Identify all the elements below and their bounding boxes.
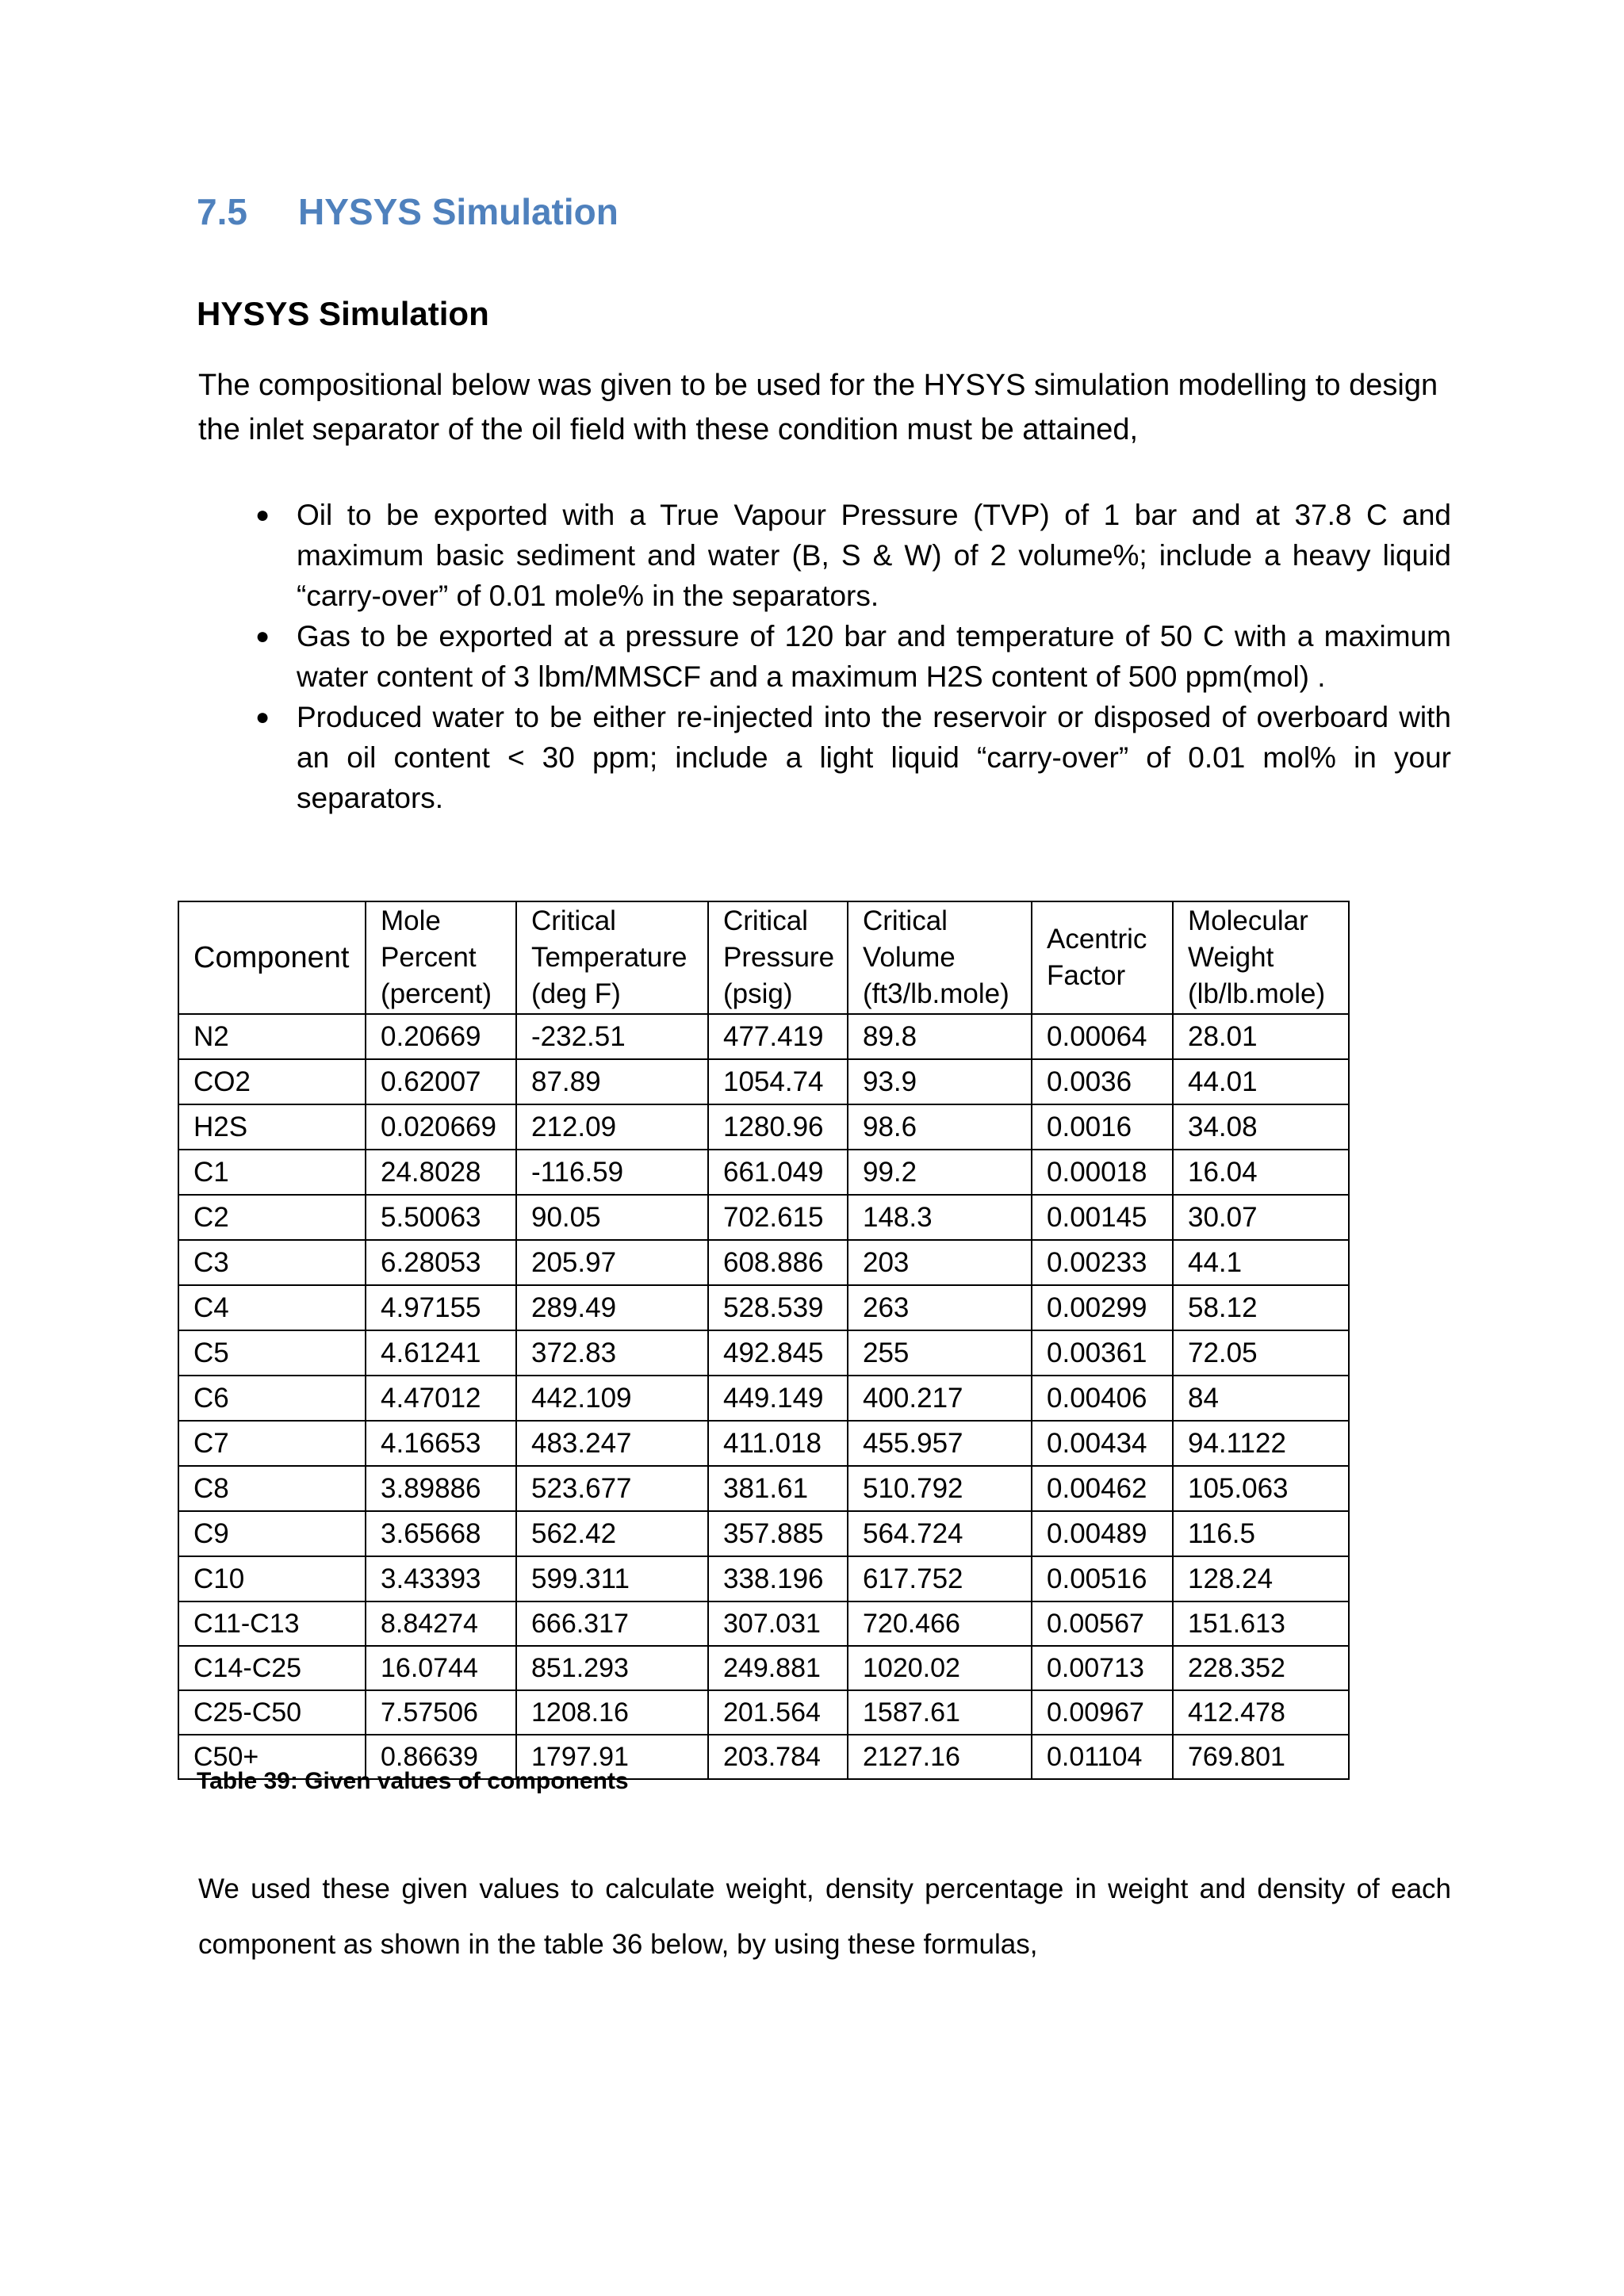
bullet-icon: ● — [255, 502, 270, 528]
value-cell: 0.01104 — [1032, 1735, 1173, 1779]
value-cell: 203 — [848, 1240, 1032, 1285]
value-cell: 84 — [1173, 1376, 1349, 1421]
col-header: Mole Percent (percent) — [366, 901, 516, 1014]
value-cell: 477.419 — [708, 1014, 848, 1059]
value-cell: 357.885 — [708, 1511, 848, 1556]
value-cell: 255 — [848, 1330, 1032, 1376]
value-cell: 412.478 — [1173, 1690, 1349, 1735]
requirement-oil: ● Oil to be exported with a True Vapour Pressure (TVP) of 1 bar and at 37.8 C and maximum basic sediment and water (B, S & W) of 2 volume%; include a heavy liquid “carry-over” of 0.01 mole% in the separators. — [297, 495, 1451, 616]
table-caption: Table 39: Given values of components — [197, 1768, 629, 1794]
table-row — [178, 1104, 1349, 1150]
value-cell: 0.00489 — [1032, 1511, 1173, 1556]
value-cell: 400.217 — [848, 1376, 1032, 1421]
value-cell: 599.311 — [516, 1556, 708, 1601]
col-header: Critical Volume (ft3/lb.mole) — [848, 901, 1032, 1014]
intro-paragraph: The compositional below was given to be used for the HYSYS simulation modelling to design the inlet separator of the oil field with these condition must be attained, — [198, 369, 1438, 446]
value-cell: 0.0016 — [1032, 1104, 1173, 1150]
value-cell: 93.9 — [848, 1059, 1032, 1104]
value-cell: 661.049 — [708, 1150, 848, 1195]
value-cell: 4.97155 — [366, 1285, 516, 1330]
value-cell: 492.845 — [708, 1330, 848, 1376]
component-cell: CO2 — [178, 1059, 366, 1104]
table-row — [178, 1240, 1349, 1285]
value-cell: 289.49 — [516, 1285, 708, 1330]
table-row — [178, 1421, 1349, 1466]
value-cell: 16.04 — [1173, 1150, 1349, 1195]
value-cell: 0.00516 — [1032, 1556, 1173, 1601]
value-cell: 90.05 — [516, 1195, 708, 1240]
value-cell: 94.1122 — [1173, 1421, 1349, 1466]
value-cell: 0.00462 — [1032, 1466, 1173, 1511]
table-row — [178, 1195, 1349, 1240]
table-body — [178, 1014, 1349, 1779]
table-row — [178, 1601, 1349, 1646]
value-cell: 0.00713 — [1032, 1646, 1173, 1690]
table-row — [178, 1014, 1349, 1059]
component-cell: C8 — [178, 1466, 366, 1511]
col-header: Critical Pressure (psig) — [708, 901, 848, 1014]
value-cell: 249.881 — [708, 1646, 848, 1690]
table-row — [178, 1646, 1349, 1690]
value-cell: 263 — [848, 1285, 1032, 1330]
component-cell: C7 — [178, 1421, 366, 1466]
value-cell: 0.86639 — [366, 1735, 516, 1779]
col-header: Critical Temperature (deg F) — [516, 901, 708, 1014]
value-cell: 0.00018 — [1032, 1150, 1173, 1195]
value-cell: 0.00361 — [1032, 1330, 1173, 1376]
value-cell: 8.84274 — [366, 1601, 516, 1646]
value-cell: 720.466 — [848, 1601, 1032, 1646]
value-cell: 608.886 — [708, 1240, 848, 1285]
component-cell: C5 — [178, 1330, 366, 1376]
col-header: Component — [178, 901, 366, 1014]
requirement-gas: ● Gas to be exported at a pressure of 120 bar and temperature of 50 C with a maximum water content of 3 lbm/MMSCF and a maximum H2S content of 500 ppm(mol) . — [297, 616, 1451, 697]
component-cell: C10 — [178, 1556, 366, 1601]
value-cell: 769.801 — [1173, 1735, 1349, 1779]
value-cell: 30.07 — [1173, 1195, 1349, 1240]
value-cell: 44.1 — [1173, 1240, 1349, 1285]
section-title: HYSYS Simulation — [298, 191, 619, 232]
value-cell: 442.109 — [516, 1376, 708, 1421]
value-cell: 128.24 — [1173, 1556, 1349, 1601]
value-cell: 228.352 — [1173, 1646, 1349, 1690]
value-cell: 203.784 — [708, 1735, 848, 1779]
table-row — [178, 1556, 1349, 1601]
table-row — [178, 1285, 1349, 1330]
value-cell: 7.57506 — [366, 1690, 516, 1735]
value-cell: 148.3 — [848, 1195, 1032, 1240]
value-cell: 0.00299 — [1032, 1285, 1173, 1330]
value-cell: 1054.74 — [708, 1059, 848, 1104]
value-cell: -232.51 — [516, 1014, 708, 1059]
component-cell: C50+ — [178, 1735, 366, 1779]
value-cell: 212.09 — [516, 1104, 708, 1150]
component-cell: N2 — [178, 1014, 366, 1059]
value-cell: 483.247 — [516, 1421, 708, 1466]
value-cell: 0.00567 — [1032, 1601, 1173, 1646]
value-cell: 372.83 — [516, 1330, 708, 1376]
value-cell: 0.62007 — [366, 1059, 516, 1104]
value-cell: 1208.16 — [516, 1690, 708, 1735]
component-cell: C3 — [178, 1240, 366, 1285]
table-row — [178, 1330, 1349, 1376]
table-row — [178, 1376, 1349, 1421]
value-cell: 1797.91 — [516, 1735, 708, 1779]
value-cell: 1280.96 — [708, 1104, 848, 1150]
component-cell: C25-C50 — [178, 1690, 366, 1735]
value-cell: 99.2 — [848, 1150, 1032, 1195]
table-row — [178, 1150, 1349, 1195]
value-cell: 89.8 — [848, 1014, 1032, 1059]
value-cell: 2127.16 — [848, 1735, 1032, 1779]
value-cell: 851.293 — [516, 1646, 708, 1690]
value-cell: 87.89 — [516, 1059, 708, 1104]
value-cell: 0.00967 — [1032, 1690, 1173, 1735]
bullet-icon: ● — [255, 623, 270, 649]
value-cell: 0.00406 — [1032, 1376, 1173, 1421]
sub-heading: HYSYS Simulation — [197, 295, 489, 332]
value-cell: 105.063 — [1173, 1466, 1349, 1511]
value-cell: -116.59 — [516, 1150, 708, 1195]
component-cell: C14-C25 — [178, 1646, 366, 1690]
table-row — [178, 1059, 1349, 1104]
value-cell: 411.018 — [708, 1421, 848, 1466]
component-cell: C9 — [178, 1511, 366, 1556]
value-cell: 3.43393 — [366, 1556, 516, 1601]
requirement-water: ● Produced water to be either re-injected into the reservoir or disposed of overboard with an oil content < 30 ppm; include a light liquid “carry-over” of 0.01 mol% in your separators. — [297, 697, 1451, 818]
value-cell: 510.792 — [848, 1466, 1032, 1511]
value-cell: 116.5 — [1173, 1511, 1349, 1556]
value-cell: 34.08 — [1173, 1104, 1349, 1150]
value-cell: 205.97 — [516, 1240, 708, 1285]
value-cell: 617.752 — [848, 1556, 1032, 1601]
value-cell: 0.00064 — [1032, 1014, 1173, 1059]
value-cell: 44.01 — [1173, 1059, 1349, 1104]
col-header: Acentric Factor — [1032, 901, 1173, 1014]
section-heading — [197, 190, 619, 233]
value-cell: 4.47012 — [366, 1376, 516, 1421]
component-cell: C2 — [178, 1195, 366, 1240]
value-cell: 151.613 — [1173, 1601, 1349, 1646]
requirements-list — [255, 495, 1451, 818]
outro-paragraph: We used these given values to calculate weight, density percentage in weight and density of each component as shown in the table 36 below, by using these formulas, — [198, 1873, 1451, 1960]
value-cell: 338.196 — [708, 1556, 848, 1601]
value-cell: 1020.02 — [848, 1646, 1032, 1690]
table-row — [178, 1690, 1349, 1735]
table-header-row — [178, 901, 1349, 1014]
value-cell: 4.16653 — [366, 1421, 516, 1466]
value-cell: 455.957 — [848, 1421, 1032, 1466]
table-row — [178, 1511, 1349, 1556]
value-cell: 564.724 — [848, 1511, 1032, 1556]
component-cell: C4 — [178, 1285, 366, 1330]
component-cell: C1 — [178, 1150, 366, 1195]
components-table — [178, 901, 1350, 1780]
value-cell: 6.28053 — [366, 1240, 516, 1285]
value-cell: 381.61 — [708, 1466, 848, 1511]
value-cell: 72.05 — [1173, 1330, 1349, 1376]
value-cell: 0.0036 — [1032, 1059, 1173, 1104]
value-cell: 523.677 — [516, 1466, 708, 1511]
value-cell: 528.539 — [708, 1285, 848, 1330]
value-cell: 4.61241 — [366, 1330, 516, 1376]
value-cell: 0.020669 — [366, 1104, 516, 1150]
value-cell: 201.564 — [708, 1690, 848, 1735]
value-cell: 16.0744 — [366, 1646, 516, 1690]
value-cell: 28.01 — [1173, 1014, 1349, 1059]
value-cell: 0.00145 — [1032, 1195, 1173, 1240]
value-cell: 5.50063 — [366, 1195, 516, 1240]
component-cell: C6 — [178, 1376, 366, 1421]
table-row — [178, 1466, 1349, 1511]
value-cell: 562.42 — [516, 1511, 708, 1556]
value-cell: 3.65668 — [366, 1511, 516, 1556]
value-cell: 0.20669 — [366, 1014, 516, 1059]
value-cell: 24.8028 — [366, 1150, 516, 1195]
value-cell: 702.615 — [708, 1195, 848, 1240]
component-cell: H2S — [178, 1104, 366, 1150]
value-cell: 98.6 — [848, 1104, 1032, 1150]
value-cell: 666.317 — [516, 1601, 708, 1646]
value-cell: 307.031 — [708, 1601, 848, 1646]
value-cell: 449.149 — [708, 1376, 848, 1421]
value-cell: 1587.61 — [848, 1690, 1032, 1735]
value-cell: 3.89886 — [366, 1466, 516, 1511]
value-cell: 0.00233 — [1032, 1240, 1173, 1285]
component-cell: C11-C13 — [178, 1601, 366, 1646]
bullet-icon: ● — [255, 704, 270, 730]
value-cell: 0.00434 — [1032, 1421, 1173, 1466]
section-number: 7.5 — [197, 191, 247, 232]
value-cell: 58.12 — [1173, 1285, 1349, 1330]
col-header: Molecular Weight (lb/lb.mole) — [1173, 901, 1349, 1014]
